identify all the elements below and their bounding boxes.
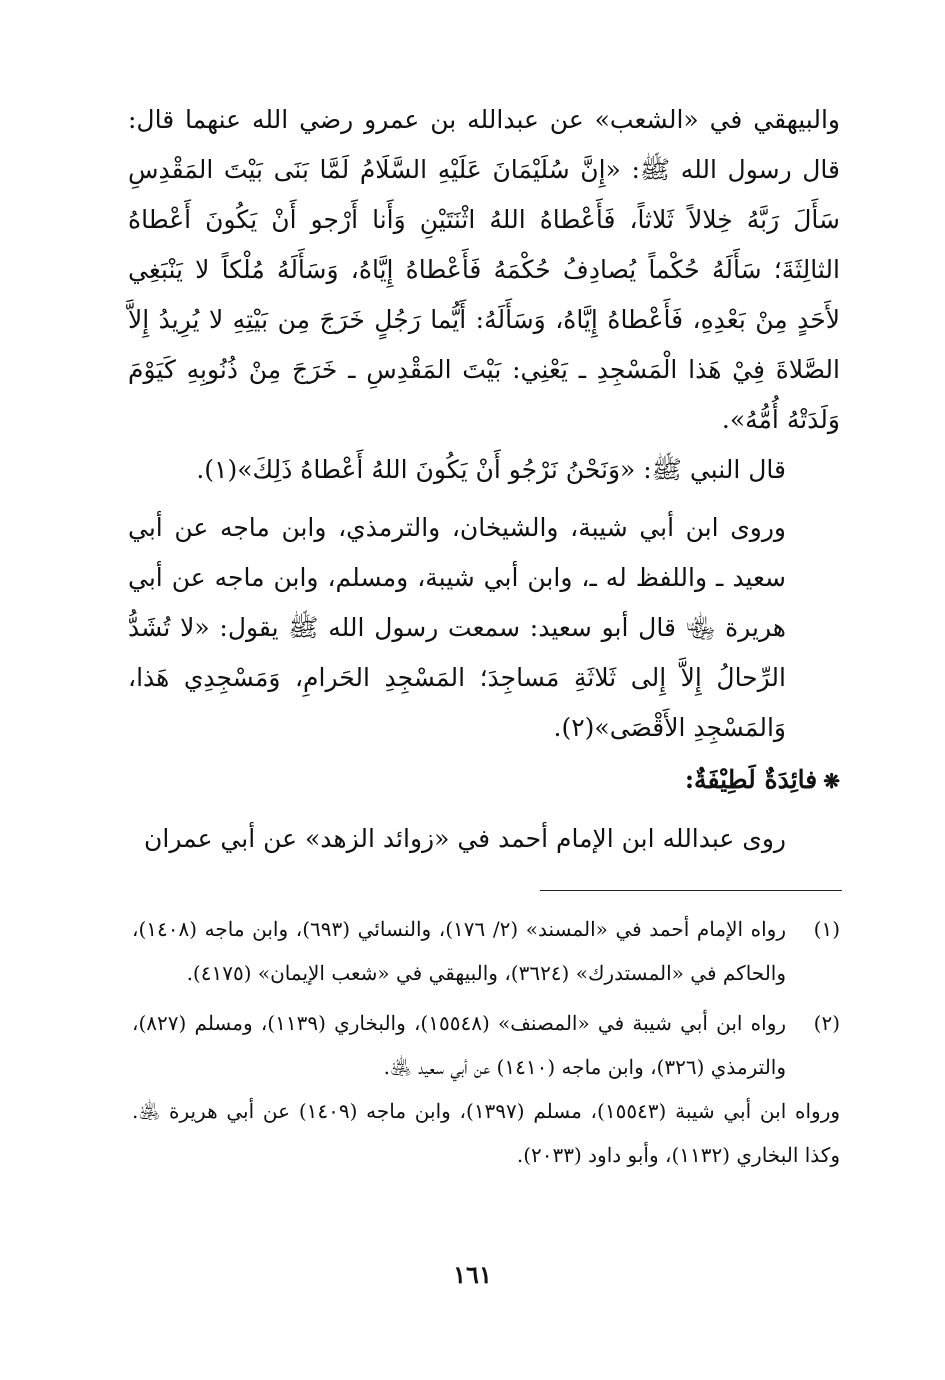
- footnote-text-part-2: ورواه ابن أبي شيبة (١٥٥٤٣)، مسلم (١٣٩٧)، وابن ماجه (١٤٠٩) عن أبي هريرة ﵁. وكذا البخاري (١١٣٢)، وأبو داود (٢٠٣٣).: [132, 1099, 841, 1167]
- footnote-divider: [540, 890, 842, 891]
- footnote-number: (٢): [813, 1011, 840, 1035]
- footnotes: [132, 907, 840, 1177]
- footnote-text: [132, 1001, 841, 1177]
- page-number: ١٦١: [453, 1260, 492, 1289]
- paragraph-three-mosques: وروى ابن أبي شيبة، والشيخان، والترمذي، وابن ماجه عن أبي سعيد ـ واللفظ له ـ، وابن أبي شيبة، ومسلم، وابن ماجه عن أبي هريرة ﵄ قال أبو سعيد: سمعت رسول الله ﷺ يقول: «لا تُشَدُّ الرِّحالُ إِلاَّ إِلى ثَلاثَةِ مَساجِدَ؛ المَسْجِدِ الحَرامِ، وَمَسْجِدِي هَذا، وَالمَسْجِدِ الأَقْصَى»(٢).: [128, 513, 786, 742]
- paragraph-prophet-saying: قال النبي ﷺ: «وَنَحْنُ نَرْجُو أَنْ يَكُونَ اللهُ أَعْطاهُ ذَلِكَ»(١).: [196, 455, 786, 484]
- paragraph-zuhd: روى عبدالله ابن الإمام أحمد في «زوائد الزهد» عن أبي عمران: [144, 824, 786, 853]
- star-icon: ❋: [823, 769, 840, 793]
- section-heading: [128, 755, 840, 806]
- section-heading-text: فائِدَةٌ لَطِيْفَةٌ:: [684, 765, 818, 794]
- footnote-1: [132, 907, 840, 995]
- footnote-text: رواه الإمام أحمد في «المسند» (٢/ ١٧٦)، والنسائي (٦٩٣)، وابن ماجه (١٤٠٨)، والحاكم في «المستدرك» (٣٦٢٤)، والبيهقي في «شعب الإيمان» (٤١٧٥).: [132, 917, 786, 985]
- footnote-text-part-1: رواه ابن أبي شيبة في «المصنف» (١٥٥٤٨)، والبخاري (١١٣٩)، ومسلم (٨٢٧)، والترمذي (٣٢٦)، وابن ماجه (١٤١٠) عن أبي سعيد ﵁.: [132, 1011, 787, 1079]
- footnote-number: (١): [813, 917, 840, 941]
- main-text: [128, 95, 840, 864]
- footnote-2: [132, 1001, 840, 1177]
- paragraph-hadith-sulayman: والبيهقي في «الشعب» عن عبدالله بن عمرو رضي الله عنهما قال: قال رسول الله ﷺ: «إِنَّ سُلَيْمَانَ عَلَيْهِ السَّلَامُ لَمَّا بَنَى بَيْتَ المَقْدِسِ سَأَلَ رَبَّهُ خِلالاً ثَلاثاً، فَأَعْطاهُ اللهُ اثْنَتَيْنِ وَأَنا أَرْجو أَنْ يَكُونَ أَعْطاهُ الثالِثَةَ؛ سَأَلَهُ حُكْماً يُصادِفُ حُكْمَهُ فَأَعْطاهُ إِيَّاهُ، وَسَأَلَهُ مُلْكاً لا يَنْبَغِي لأَحَدٍ مِنْ بَعْدِهِ، فَأَعْطاهُ إِيَّاهُ، وَسَأَلَهُ: أَيُّما رَجُلٍ خَرَجَ مِن بَيْتِهِ لا يُرِيدُ إِلاَّ الصَّلاةَ فِيْ هَذا الْمَسْجِدِ ـ يَعْنِي: بَيْتَ المَقْدِسِ ـ خَرَجَ مِنْ ذُنُوبِهِ كَيَوْمَ وَلَدَتْهُ أُمُّهُ».: [128, 105, 840, 434]
